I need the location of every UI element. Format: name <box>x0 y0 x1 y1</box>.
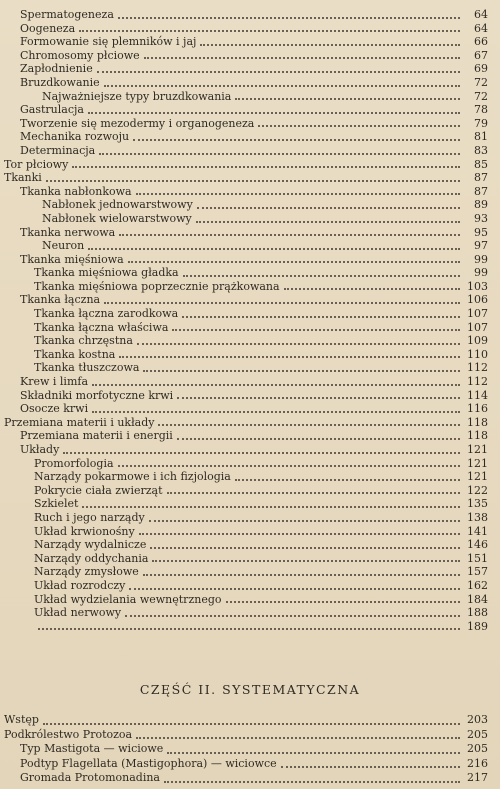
toc-entry <box>0 416 500 430</box>
toc-entry-page: 78 <box>474 103 488 117</box>
toc-entry <box>0 49 500 63</box>
dot-leader <box>43 722 460 725</box>
toc-entry-title: Najważniejsze typy bruzdkowania <box>42 89 232 103</box>
dot-leader <box>183 274 460 277</box>
toc-entry-title: Narządy pokarmowe i ich fizjologia <box>34 470 231 484</box>
toc-entry-title: Determinacja <box>20 143 96 157</box>
toc-entry-title: Podkrólestwo Protozoa <box>4 727 133 741</box>
toc-entry <box>0 171 500 185</box>
toc-entry-title: Układ krwionośny <box>34 524 135 538</box>
toc-entry-page: 99 <box>474 252 488 266</box>
dot-leader <box>197 206 460 209</box>
toc-entry-page: 109 <box>467 334 488 348</box>
toc-entry <box>0 565 500 579</box>
dot-leader <box>150 546 460 549</box>
toc-entry-page: 106 <box>467 293 488 307</box>
toc-part-2 <box>0 713 500 786</box>
toc-entry-title: Pokrycie ciała zwierząt <box>34 483 163 497</box>
dot-leader <box>104 301 460 304</box>
toc-entry-page: 66 <box>474 35 488 49</box>
toc-entry-page: 69 <box>474 62 488 76</box>
toc-entry-page: 205 <box>467 727 488 741</box>
toc-entry <box>0 321 500 335</box>
toc-entry <box>0 728 500 743</box>
toc-entry <box>0 511 500 525</box>
toc-entry-title: Tkanka mięśniowa poprzecznie prążkowana <box>34 279 280 293</box>
toc-entry-page: 72 <box>474 89 488 103</box>
dot-leader <box>118 464 460 467</box>
toc-entry <box>0 266 500 280</box>
toc-entry-title: Typ Mastigota — wiciowe <box>20 742 164 756</box>
toc-entry-title: Podtyp Flagellata (Mastigophora) — wiciowce <box>20 756 277 770</box>
toc-entry <box>0 606 500 620</box>
toc-entry-page: 112 <box>467 375 488 389</box>
dot-leader <box>119 233 460 236</box>
dot-leader <box>46 179 460 182</box>
toc-entry-title: Gromada Protomonadina <box>20 771 160 785</box>
toc-entry-page: 141 <box>467 524 488 538</box>
dot-leader <box>99 152 460 155</box>
toc-entry-title: Gastrulacja <box>20 103 84 117</box>
toc-entry-page: 121 <box>467 470 488 484</box>
toc-entry-page: 205 <box>467 742 488 756</box>
toc-entry-page: 67 <box>474 48 488 62</box>
toc-entry <box>0 593 500 607</box>
dot-leader <box>158 423 460 426</box>
toc-entry <box>0 8 500 22</box>
toc-entry-title: Narządy zmysłowe <box>34 565 139 579</box>
toc-entry-title: Spermatogeneza <box>20 8 114 21</box>
toc-entry-title: Narządy oddychania <box>34 551 149 565</box>
toc-entry <box>0 443 500 457</box>
toc-entry-title: Zapłodnienie <box>20 62 93 76</box>
dot-leader <box>38 627 460 630</box>
toc-entry-page: 135 <box>467 497 488 511</box>
dot-leader <box>72 165 460 168</box>
toc-entry-title: Tkanka nabłonkowa <box>20 184 132 198</box>
toc-entry-page: 87 <box>474 171 488 185</box>
dot-leader <box>235 478 460 481</box>
toc-entry <box>0 742 500 757</box>
dot-leader <box>182 315 460 318</box>
toc-part-1 <box>0 8 500 633</box>
toc-entry <box>0 497 500 511</box>
toc-entry-title: Neuron <box>42 239 85 253</box>
toc-entry <box>0 375 500 389</box>
toc-entry-page: 83 <box>474 143 488 157</box>
toc-entry-page: 81 <box>474 130 488 144</box>
dot-leader <box>258 124 460 127</box>
toc-entry <box>0 307 500 321</box>
dot-leader <box>92 410 460 413</box>
toc-entry-title: Ruch i jego narządy <box>34 510 145 524</box>
toc-entry-page: 121 <box>467 456 488 470</box>
toc-entry-page: 162 <box>467 578 488 592</box>
toc-entry-page: 118 <box>467 429 488 443</box>
toc-entry <box>0 280 500 294</box>
toc-entry-page: 151 <box>467 551 488 565</box>
toc-entry-page: 184 <box>467 592 488 606</box>
toc-entry-title: Chromosomy płciowe <box>20 48 140 62</box>
toc-entry-page: 95 <box>474 225 488 239</box>
toc-entry-page: 64 <box>474 8 488 21</box>
toc-entry-title: Tkanka łączna właściwa <box>34 320 169 334</box>
toc-entry-title: Tkanka kostna <box>34 347 116 361</box>
toc-entry-title: Wstęp <box>4 713 39 726</box>
toc-entry-title: Tkanka mięśniowa <box>20 252 124 266</box>
toc-entry <box>0 389 500 403</box>
toc-entry-title: Układ wydzielania wewnętrznego <box>34 592 222 606</box>
dot-leader <box>139 532 460 535</box>
toc-entry <box>0 198 500 212</box>
toc-entry <box>0 579 500 593</box>
dot-leader <box>144 56 460 59</box>
dot-leader <box>125 614 460 617</box>
toc-entry <box>0 144 500 158</box>
toc-entry <box>0 429 500 443</box>
toc-entry-page: 114 <box>467 388 488 402</box>
toc-entry-page: 107 <box>467 320 488 334</box>
toc-entry <box>0 457 500 471</box>
toc-entry <box>0 226 500 240</box>
toc-entry-page: 217 <box>467 771 488 785</box>
toc-entry-page: 116 <box>467 402 488 416</box>
toc-entry-page: 110 <box>467 347 488 361</box>
toc-entry <box>0 253 500 267</box>
dot-leader <box>88 111 460 114</box>
toc-entry-page: 97 <box>474 239 488 253</box>
toc-entry <box>0 713 500 728</box>
dot-leader <box>196 220 460 223</box>
toc-entry <box>0 348 500 362</box>
toc-entry-page: 103 <box>467 279 488 293</box>
toc-entry-title: Tworzenie się mezodermy i organogeneza <box>20 116 255 130</box>
toc-entry <box>0 402 500 416</box>
dot-leader <box>136 736 460 739</box>
toc-entry <box>0 212 500 226</box>
toc-entry-title: Mechanika rozwoju <box>20 130 130 144</box>
toc-entry-page: 93 <box>474 211 488 225</box>
toc-entry-page: 122 <box>467 483 488 497</box>
dot-leader <box>281 765 460 768</box>
dot-leader <box>133 138 460 141</box>
toc-entry-title: Tkanka mięśniowa gładka <box>34 266 179 280</box>
toc-entry-title: Bruzdkowanie <box>20 75 100 89</box>
dot-leader <box>119 355 460 358</box>
toc-entry <box>0 22 500 36</box>
dot-leader <box>149 519 460 522</box>
dot-leader <box>284 287 460 290</box>
toc-entry <box>0 62 500 76</box>
dot-leader <box>88 247 460 250</box>
toc-entry <box>0 771 500 786</box>
toc-entry-page: 107 <box>467 307 488 321</box>
dot-leader <box>143 369 460 372</box>
toc-entry <box>0 130 500 144</box>
dot-leader <box>177 396 460 399</box>
toc-entry-title: Przemiana materii i energii <box>20 429 173 443</box>
toc-entry-page: 99 <box>474 266 488 280</box>
toc-entry <box>0 620 500 634</box>
toc-entry-title: Tkanka łączna zarodkowa <box>34 307 179 321</box>
toc-entry <box>0 158 500 172</box>
toc-entry <box>0 76 500 90</box>
toc-entry <box>0 239 500 253</box>
toc-entry-page: 188 <box>467 606 488 620</box>
toc-entry-title: Tkanki <box>4 171 42 185</box>
toc-entry-page: 87 <box>474 184 488 198</box>
dot-leader <box>167 491 460 494</box>
toc-entry-title: Formowanie się plemników i jaj <box>20 35 197 49</box>
toc-entry-title: Układ nerwowy <box>34 606 122 620</box>
dot-leader <box>129 587 460 590</box>
dot-leader <box>172 328 460 331</box>
dot-leader <box>137 342 460 345</box>
toc-entry <box>0 334 500 348</box>
toc-entry <box>0 35 500 49</box>
toc-entry-title: Szkielet <box>34 497 79 511</box>
toc-entry <box>0 185 500 199</box>
dot-leader <box>152 559 460 562</box>
toc-entry-page: 146 <box>467 538 488 552</box>
toc-entry-page: 121 <box>467 443 488 456</box>
toc-entry <box>0 293 500 307</box>
toc-entry-page: 203 <box>467 713 488 726</box>
dot-leader <box>167 751 460 754</box>
toc-entry-title: Układ rozrodczy <box>34 578 126 592</box>
dot-leader <box>226 600 461 603</box>
toc-entry-page: 85 <box>474 157 488 171</box>
toc-entry-title: Osocze krwi <box>20 402 89 416</box>
toc-entry-title: Oogeneza <box>20 21 76 35</box>
toc-entry <box>0 470 500 484</box>
dot-leader <box>82 505 460 508</box>
toc-entry-title: Tor płciowy <box>4 157 69 171</box>
dot-leader <box>92 383 460 386</box>
toc-entry-title: Tkanka tłuszczowa <box>34 361 140 375</box>
dot-leader <box>164 780 460 783</box>
dot-leader <box>128 260 460 263</box>
toc-entry-page: 189 <box>467 619 488 633</box>
toc-entry <box>0 538 500 552</box>
toc-entry-page: 157 <box>467 565 488 579</box>
toc-entry-title: Krew i limfa <box>20 375 89 389</box>
toc-entry-title: Promorfologia <box>34 456 114 470</box>
dot-leader <box>177 437 460 440</box>
toc-entry-page: 89 <box>474 198 488 212</box>
toc-entry-page: 138 <box>467 510 488 524</box>
dot-leader <box>200 43 460 46</box>
toc-entry-title: Nabłonek wielowarstwowy <box>42 211 192 225</box>
section-heading: CZĘŚĆ II. SYSTEMATYCZNA <box>139 682 361 697</box>
toc-entry <box>0 757 500 772</box>
dot-leader <box>118 16 460 19</box>
dot-leader <box>136 192 460 195</box>
dot-leader <box>235 97 460 100</box>
toc-entry <box>0 525 500 539</box>
dot-leader <box>63 451 460 454</box>
toc-entry <box>0 361 500 375</box>
toc-entry-title: Nabłonek jednowarstwowy <box>42 198 193 212</box>
toc-entry-page: 112 <box>467 361 488 375</box>
toc-entry <box>0 484 500 498</box>
toc-entry-page: 64 <box>474 21 488 35</box>
toc-entry <box>0 117 500 131</box>
toc-entry-title: Tkanka chrzęstna <box>34 334 133 348</box>
toc-entry <box>0 103 500 117</box>
toc-entry <box>0 552 500 566</box>
toc-entry-title: Tkanka łączna <box>20 293 101 307</box>
toc-entry-title: Składniki morfotyczne krwi <box>20 388 174 402</box>
toc-entry-title: Przemiana materii i układy <box>4 415 155 429</box>
toc-entry-page: 118 <box>467 415 488 429</box>
dot-leader <box>143 573 460 576</box>
dot-leader <box>104 84 460 87</box>
toc-entry-title: Narządy wydalnicze <box>34 538 147 552</box>
toc-entry-page: 72 <box>474 75 488 89</box>
toc-entry-page: 79 <box>474 116 488 130</box>
dot-leader <box>97 70 460 73</box>
dot-leader <box>79 29 460 32</box>
toc-entry-title: Układy <box>20 443 60 456</box>
toc-entry <box>0 90 500 104</box>
toc-entry-title: Tkanka nerwowa <box>20 225 116 239</box>
toc-entry-page: 216 <box>467 756 488 770</box>
